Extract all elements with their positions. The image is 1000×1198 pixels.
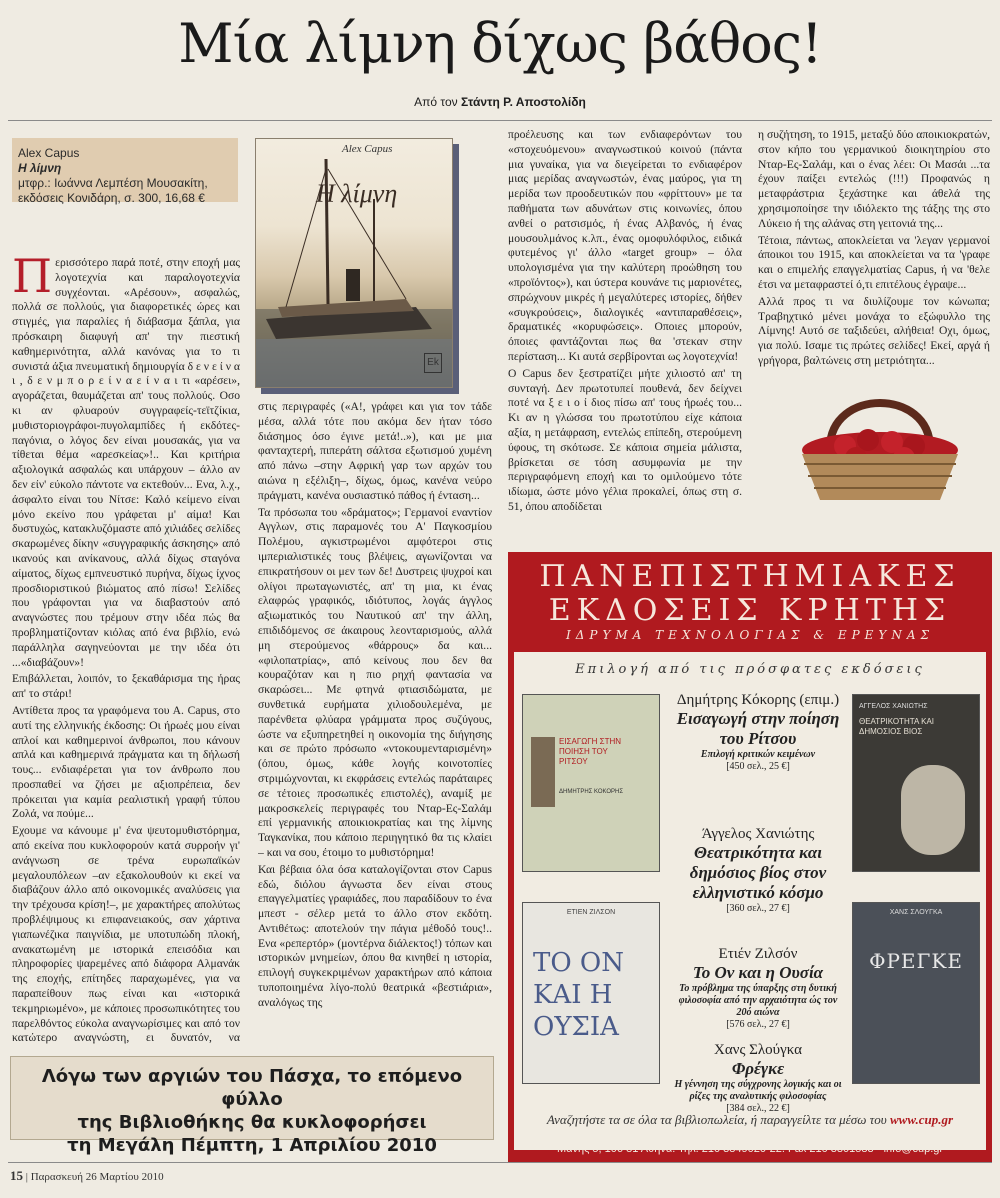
header-rule [8, 120, 992, 121]
paragraph: προέλευσης και των ενδιαφερόντων του «στοχευόμενου» αναγνωστικού κοινού (πάντα μια γυναίκα, για να διεγείρεται το ενδιαφέρον μιας μερίδας αναγνωστών, ένας μαύρος, για τη μερίδα των προοδευτικών που «φρίττουν» με τα παθήματα των αδυνάτων στις κοινωνίες, όπου ανθεί ο ρατσισμός, ή ένας Αλβανός, ή ένας μουσουλμάνος κ.λπ., ένας ομοφυλόφιλος, ειδικά φυτεμένος γι' άλλο «target group» – όλα υπολογισμένα για την καλύτερη προώθηση του «προϊόντος»), και ύστερα κουνάνε τις μαριονέτες, σπρώχνουν μικρές ή μεγαλύτερες ιστορίες, δήθεν «συγκρούσεις», διαλογικές «αντιπαραθέσεις», δραματικές «κορυφώσεις». Οποιες μπορούν, όποιες φαντάζονται πως θα 'στεκαν στην περίσταση... Κι αυτά σερβίρονται ως λογοτεχνία! [508, 128, 742, 363]
cover-title: Η λίμνη [316, 179, 398, 208]
holiday-notice-box [10, 1056, 494, 1156]
publisher-logo: Ek [424, 353, 442, 373]
ad-book-4 [670, 1042, 846, 1114]
notice-line-2: της Βιβλιοθήκης θα κυκλοφορήσει [77, 1112, 427, 1133]
byline-prefix: Από τον [414, 95, 458, 109]
paragraph: Τα πρόσωπα του «δράματος»; Γερμανοί εναντίον Αγγλων, στις παραμονές του Α' Παγκοσμίου Πολέμου, αγκιστρωμένοι αμφότεροι στις ιμπεριαλιστικές τους βλέψεις, αγωνίζονται να επικρατήσουν οι μεν των δε! Δυστρεις ψυχροί και ολίγοι πρωταγωνιστές, απ' τη μια, κι ένας ελαφρώς γραφικός, ιδιότυπος, λογάς άγγλος αξιωματικός του Ναυτικού απ' την άλλη, επιδιδόμενος σε άκαιρους λεονταρισμούς, αλλά μη στερούμενος «θάρρους» δα και... «φιλοπατρίας», από κείνους που δεν θα κουραζόταν και η πιο ρηχή φαντασία να σκαρώσει... Με φτηνά φτιασιδώματα, με συνθετικά ευρήματα χιλιοδουλεμένα, με παρένθετα φλύαρα γράμματα προς συζύγους, ώστε να εξυπηρετηθεί η οικονομία της διήγησης και σε πρώτο πρόσωπο «ντοκουμενταρισμένη» (όπου, όμως, κάθε λογής κοινοτοπίες στριμώχνονται, κι εκφράσεις εντελώς παράταιρες σε τέτοιες προσωπικές επιστολές), αναμίξ με μακροσκελείς περιγραφές του Νταρ-Ες-Σαλάμ επί γερμανικής αποικιοκρατίας και της λίμνης Ταγκανίκα, που κάποιο περιηγητικό θα τις κλαίει – και να σου, έτοιμο το μυθιστόρημα! [258, 505, 492, 859]
cover-author: Alex Capus [342, 143, 393, 155]
info-author: Alex Capus [18, 146, 80, 160]
ad-book-3 [670, 946, 846, 1030]
book-title: Εισαγωγή στην ποίηση του Ρίτσου [676, 709, 840, 748]
info-details: μτφρ.: Ιωάννα Λεμπέση Μουσακίτη, εκδόσεις Κονιδάρη, σ. 300, 16,68 € [18, 176, 208, 205]
ad-selection-title: Επιλογή από τις πρόσφατες εκδόσεις [575, 662, 925, 677]
paragraph-text: ερισσότερο παρά ποτέ, στην εποχή μας λογοτεχνία και παραλογοτεχνία συγχέονται. «Αρέσουν», ασφαλώς, πολλά σε πολλούς, για διαφορετικές ώρες και στιγμές, για παραλίες ή διάβασμα ξάπλα, για πρόσκαιρη διαφυγή απ' την πιεστική καθημερινότητα, αλλά κανόνας για το τι συνιστά άξια πνευματική δημιουργία δ ε ν ε ί ν α ι , δ ε ν μ π ο ρ ε ί ν α ε ί ν α ι τι «αρέσει», αγοράζεται, θαυμάζεται απ' τους πολλούς. Οσο κι αν φλυαρούν συγγραφείς-τεϊτζίκια, μυθιστοριογράφοι-πυγολαμπίδες ή εκδότες-παγόνια, ο λόγος δεν είναι μουσακάς, για να τίθεται θέμα «αρεσκείας»!.. Και κριτήρια αξιολογικά ασφαλώς και υπάρχουν – άλλο αν δεν είν' εύκολο πάντοτε να εκτεθούν... Ενα, λ.χ., άσφαλτο είναι του Νίτσε: Καλό κείμενο είναι μόνο εκείνο που γράφεται μ' αίμα! Και δυστυχώς, κατακλυζόμαστε από χιλιάδες σελίδες σκαρωμένες δίκην «συγγραφικής άσκησης» από ικανούς και ανίκανους, αλλά δίχως σταγόνα αίματος, δίχως εμπνευστικό πυρήνα, δίχως ίχνος προσδιοριστικού βιώματος από πίσω! Σελίδες που γράφονται για να διαβαστούν από αναγνώστες που τρέμουν στην ιδέα πώς θα προβληματίζονταν κιόλας από ένα βιβλίο, ενώ παράλληλα σαγηνεύονται με την ιδέα ότι ...«διαβάζουν»! [12, 256, 240, 669]
paragraph: η συζήτηση, το 1915, μεταξύ δύο αποικιοκρατών, στον κήπο του γερμανικού διοικητηρίου στο Νταρ-Ες-Σαλάμ, και ο ένας λέει: Οι Μασάι ...τα έχουν παίξει εντελώς (!!!) Προφανώς η μεταφράστρια ξεχάστηκε και άθελά της χρησιμοποίησε την ιδιόλεκτο της τάξης της στο Λύκειο ή της αλάνας στη γειτονιά της... [758, 128, 990, 230]
paragraph: Επιβάλλεται, λοιπόν, το ξεκαθάρισμα της ήρας απ' το στάρι! [12, 672, 240, 701]
paragraph: Αλλά προς τι να διυλίζουμε τον κώνωπα; Τραβηχτικό μένει μονάχα το εξώφυλλο της Λίμνης! Αυτό σε ταξιδεύει, αλήθεια! Οχι, όμως, για πολύ. Ισαμε τις πρώτες σελίδες! Εκεί, αργά ή γρήγορα, βαλτώνεις στη μετριότητα... [758, 294, 990, 367]
ad-website-link[interactable]: www.cup.gr [890, 1112, 954, 1127]
paragraph: Τέτοια, πάντως, αποκλείεται να 'λεγαν γερμανοί άποικοι του 1915, και αποκλείεται να τα 'γραφε και ο επιμελής επαγγελματίας Capus, ή να 'θελε έτσι να μεταφραστεί ό,τι επιτέλους έγραψε... [758, 233, 990, 291]
egg-basket-illustration [790, 388, 970, 506]
cover-gilson [522, 902, 660, 1084]
cover-ritsos-editor: ΔΗΜΗΤΡΗΣ ΚΟΚΟΡΗΣ [559, 789, 624, 795]
book-subtitle: Το πρόβλημα της ύπαρξης στη δυτική φιλοσοφία από την αρχαιότητα ώς τον 20ό αιώνα [678, 983, 838, 1018]
ad-book-2 [670, 826, 846, 914]
cover-ritsos-title: ΕΙΣΑΓΩΓΗ ΣΤΗΝ ΠΟΙΗΣΗ ΤΟΥ ΡΙΤΣΟΥ [559, 737, 622, 766]
book-author: Χανς Σλούγκα [713, 1042, 802, 1058]
cover-frege [852, 902, 980, 1084]
page-number: 15 [10, 1168, 23, 1183]
cover-ritsos [522, 694, 660, 872]
notice-line-3: τη Μεγάλη Πέμπτη, 1 Απριλίου 2010 [67, 1135, 437, 1156]
ad-publisher-name [508, 560, 992, 628]
book-price: [384 σελ., 22 €] [726, 1103, 790, 1114]
book-subtitle: Η γέννηση της σύγχρονης λογικής και οι ρίζες της αναλυτικής φιλοσοφίας [674, 1079, 842, 1102]
cover-chaniotis-author: ΑΓΓΕΛΟΣ ΧΑΝΙΩΤΗΣ [859, 703, 928, 710]
book-price: [576 σελ., 27 €] [726, 1019, 790, 1030]
book-price: [450 σελ., 25 €] [726, 761, 790, 772]
ship-illustration [256, 139, 452, 387]
cover-gilson-author: ΕΤΙΕΝ ΖΙΛΣΟΝ [566, 909, 616, 916]
paragraph [12, 256, 240, 670]
book-cover-image [255, 138, 463, 388]
book-title: Το Ον και η Ουσία [692, 963, 824, 982]
paragraph: Ο Capus δεν ξεστρατίζει μήτε χιλιοστό απ' τη συνταγή. Δεν πρωτοτυπεί πουθενά, δεν δείχνει ποτέ να ξ ε ι ο ί διος πίσω απ' τους ήρωές του... Κι αν η γλώσσα του πρωτοτύπου είχε κάποια αξία, η μετάφραση, εντελώς επίπεδη, στερούμενη ύφους, τη σκότωσε. Σε κάποια σημεία μάλιστα, βρίσκεται σε τόση ασυμφωνία με την περιγραφόμενη εποχή και το ομιλούμενο τότε ιδίωμα, ώστε μόνο γέλια προκαλεί, όπως στη σ. 51, όπου αποδίδεται [508, 366, 742, 513]
footer-rule [8, 1162, 992, 1163]
byline [0, 95, 1000, 109]
ad-body [514, 652, 986, 1150]
cover-frege-author: ΧΑΝΣ ΣΛΟΥΓΚΑ [889, 909, 943, 916]
article-column-2 [258, 400, 492, 1046]
article-column-1 [12, 256, 240, 1046]
publisher-advertisement [508, 552, 992, 1162]
book-title: Φρέγκε [731, 1059, 785, 1078]
book-subtitle: Επιλογή κριτικών κειμένων [700, 749, 816, 760]
issue-date: Παρασκευή 26 Μαρτίου 2010 [30, 1171, 164, 1183]
article-column-3 [508, 128, 742, 540]
cover-chaniotis-title: ΘΕΑΤΡΙΚΟΤΗΤΑ ΚΑΙ ΔΗΜΟΣΙΟΣ ΒΙΟΣ [859, 717, 935, 736]
cover-chaniotis [852, 694, 980, 872]
book-author: Άγγελος Χανιώτης [701, 826, 815, 842]
byline-author: Στάντη Ρ. Αποστολίδη [461, 95, 586, 109]
paragraph: στις περιγραφές («Α!, γράφει και για τον τάδε μέσα, αλλά τότε που ακόμα δεν ήταν τόσο διάσημος όσο έγινε μετά!..»), και με μια φανταχτερή, πιπεράτη σάλτσα εξωτισμού χυμένη από πάνω –στην Αφρική γαρ των αρχών του αιώνα η εξέλιξη–, δίχως, όμως, κανένα νεύρο πράγματι, κανένα ουσιαστικό πάθος ή ένταση... [258, 400, 492, 502]
book-author: Ετιέν Ζιλσόν [718, 946, 798, 962]
paragraph: Και βέβαια όλα όσα καταλογίζονται στον Capus εδώ, διόλου άγνωστα δεν είναι στους επαγγελματίες γραφιάδες, που παραδίδουν το ένα μπεστ - σέλερ μετά το άλλο στον εκδότη. Αντιθέτως: αποτελούν την πάγια μέθοδό τους!.. Ενα «ρεπερτόρ» (μοντέρνα διάλεκτος!) τόπων και ιστορικών μνημείων, όπου θα κινηθεί η ιστορία, επιλογή συγκεκριμένων χαρακτήρων από κάποια τυποποιημένα λίγο-πολύ θεατρικά «βεστιάρια», αναλόγως της [258, 862, 492, 1009]
dropcap: Π [12, 256, 53, 303]
ad-publisher-line2: ΕΚΔΟΣΕΙΣ ΚΡΗΤΗΣ [548, 593, 952, 628]
paragraph: Εχουμε να κάνουμε μ' ένα ψευτομυθιστόρημα, από εκείνα που κυκλοφορούν κατά συρροήν γι' ανάγνωση σε τρένα ευρωπαϊκών μεγαλουπόλεων –αν εξακολουθούν κι εκεί να διαβάζουν άλλο από οικονομικές αναλύσεις για την τρέχουσα κρίση!–, με χαρακτήρες απολύτως προβλέψιμους κι επιφανειακούς, σαν χάρτινα γιαπωνέζικα παιγνίδια, με υποτυπώδη πλοκή, ανακατωμένη με ιστορικά επεισόδια και πληροφορίες ψαρεμένες από διάφορα Αλμανάκ της εποχής, επίτηδες παραχωμένες, για να παραπείθουν πως είναι και «ιστορικά τεκμηριωμένο», με κάποιες προσωπικότητες του παρελθόντος εύκολα αναγνωρίσιμες και από τον κατώτερο αναγνώστη, ει δυνατόν, να [12, 824, 240, 1045]
page-footer: 15 | Παρασκευή 26 Μαρτίου 2010 [10, 1168, 164, 1183]
paragraph: Αντίθετα προς τα γραφόμενα του Α. Capus, στο αυτί της ελληνικής έκδοσης: Οι ήρωές μου είναι απλοί και καθημερινοί άνθρωποι, που κάνουν απλά και καθημερινά πράγματα και τη δήλωσή τους... ενδιαφέρεται για τον άνθρωπο που προσπαθεί να ζήσει με αξιοπρέπεια, δεν πρόκειται για καμία ρεαλιστική γραφή τύπου Ζολά, να πούμε... [12, 703, 240, 821]
book-title: Θεατρικότητα και δημόσιος βίος στον ελληνιστικό κόσμο [689, 843, 827, 902]
book-price: [360 σελ., 27 €] [726, 903, 790, 914]
ad-publisher-sub: ΙΔΡΥΜΑ ΤΕΧΝΟΛΟΓΙΑΣ & ΕΡΕΥΝΑΣ [565, 628, 934, 642]
cover-frege-title: ΦΡΕΓΚΕ [869, 949, 963, 973]
article-column-4 [758, 128, 990, 386]
book-front [255, 138, 453, 388]
mask-image [901, 765, 965, 855]
ad-publisher-line1: ΠΑΝΕΠΙΣΤΗΜΙΑΚΕΣ [539, 559, 961, 594]
book-info-box [12, 138, 238, 205]
ad-book-1 [670, 692, 846, 772]
book-author: Δημήτρης Κόκορης (επιμ.) [676, 692, 840, 708]
ad-contact-line: Μάνης 5, 106 81 Αθήνα. Τηλ. 210 3849020-22. Fax 210 3301583 • info@cup.gr [556, 1143, 944, 1155]
notice-line-1: Λόγω των αργιών του Πάσχα, το επόμενο φύλλο [41, 1066, 463, 1110]
portrait [531, 737, 555, 807]
info-title: Η λίμνη [18, 161, 62, 175]
cover-gilson-title: ΤΟ ΟΝ ΚΑΙ Η ΟΥΣΙΑ [533, 948, 624, 1042]
ad-order-text: Αναζητήστε τα σε όλα τα βιβλιοπωλεία, ή παραγγείλτε τα μέσω του [546, 1112, 887, 1127]
ad-order-line [514, 1112, 986, 1128]
page-title: Μία λίμνη δίχως βάθος! [178, 12, 822, 75]
